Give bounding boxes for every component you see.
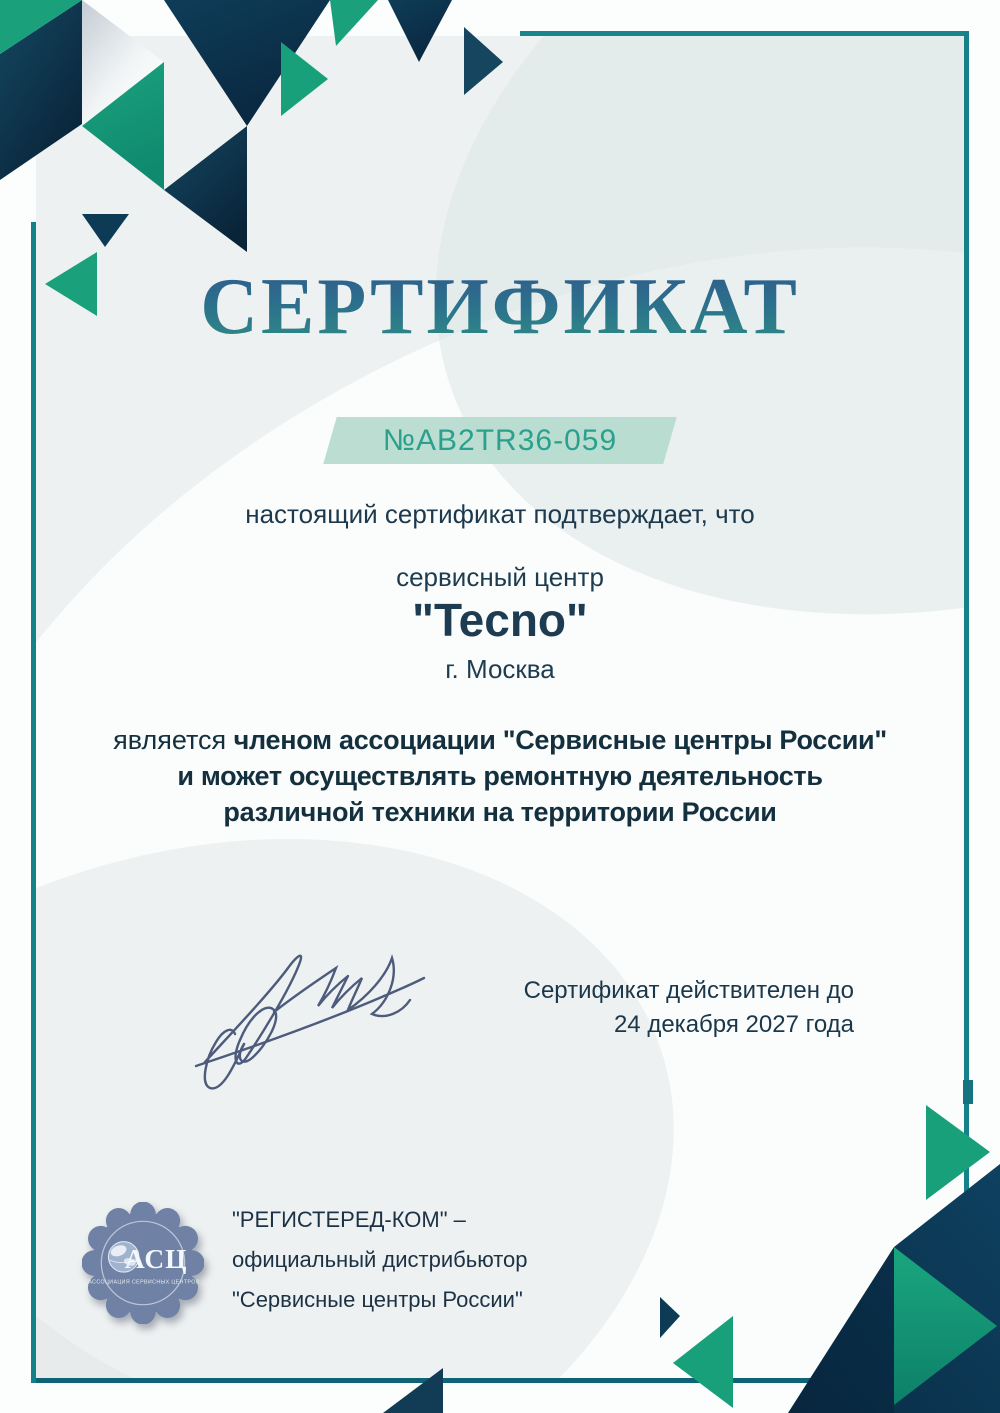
certificate-number: №AB2TR36-059 bbox=[382, 424, 618, 457]
triangle-decoration-bottom-center bbox=[380, 1365, 450, 1413]
body-line-1 bbox=[0, 722, 1000, 758]
certificate-title: СЕРТИФИКАТ bbox=[0, 262, 1000, 353]
seal-text: АСЦ bbox=[124, 1244, 188, 1275]
distributor-text bbox=[232, 1200, 528, 1320]
association-seal bbox=[82, 1202, 204, 1324]
frame-border-top bbox=[520, 31, 969, 36]
recipient-name: "Tecno" bbox=[412, 594, 588, 646]
recipient-city: г. Москва bbox=[445, 654, 555, 684]
validity-line-1: Сертификат действителен до bbox=[523, 977, 854, 1004]
body-line-3: различной техники на территории России bbox=[223, 797, 777, 827]
footer-line-2: официальный дистрибьютор bbox=[232, 1247, 528, 1272]
certificate-intro-text: настоящий сертификат подтверждает, что bbox=[245, 499, 755, 529]
footer-line-3: "Сервисные центры России" bbox=[232, 1287, 523, 1312]
certificate-body-text bbox=[0, 722, 1000, 830]
recipient-type: сервисный центр bbox=[396, 562, 604, 592]
footer-line-1: "РЕГИСТЕРЕД-КОМ" – bbox=[232, 1207, 466, 1232]
triangle-decoration-bottom-right bbox=[650, 1060, 1000, 1413]
body-line-1-rest: членом ассоциации "Сервисные центры России" bbox=[233, 725, 887, 755]
body-lead: является bbox=[113, 725, 234, 755]
validity-line-2: 24 декабря 2027 года bbox=[613, 1011, 854, 1038]
seal-subtext: АССОЦИАЦИЯ СЕРВИСНЫХ ЦЕНТРОВ bbox=[88, 1279, 200, 1286]
body-line-2: и может осуществлять ремонтную деятельность bbox=[177, 761, 823, 791]
signature bbox=[178, 928, 438, 1098]
validity-text bbox=[524, 974, 854, 1042]
certificate-number-badge bbox=[0, 417, 1000, 464]
